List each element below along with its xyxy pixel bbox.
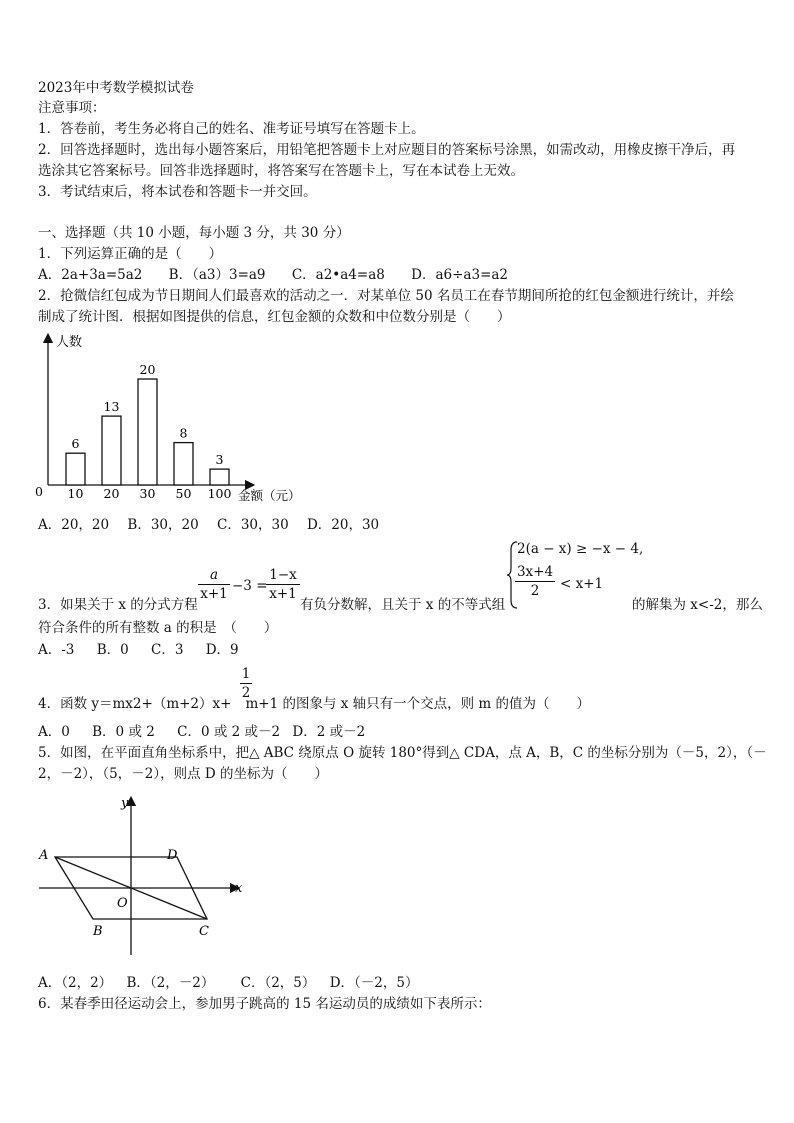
chart-bar-30 <box>138 379 157 485</box>
q3-ineq2-rest: < x+1 <box>560 576 604 592</box>
q5-label-b: B <box>93 924 103 939</box>
q6-stem: 6．某春季田径运动会上，参加男子跳高的 15 名运动员的成绩如下表所示： <box>38 996 491 1012</box>
q4-option-a: A．0 <box>38 724 70 740</box>
q3-line2: 符合条件的所有整数 a 的积是 （ ） <box>38 620 278 636</box>
chart-tick-label: 30 <box>139 486 156 501</box>
q3-eq-minus: −3 = <box>232 578 268 594</box>
q2-bar-chart <box>30 330 320 505</box>
chart-origin-label: 0 <box>35 484 43 499</box>
q5-label-x: x <box>235 881 243 896</box>
chart-tick-label: 20 <box>103 486 120 501</box>
q4-stem-end: m+1 的图象与 x 轴只有一个交点，则 m 的值为（ ） <box>245 696 591 712</box>
q3-options <box>38 641 239 659</box>
q5-label-a: A <box>39 848 49 863</box>
q5-label-y: y <box>121 796 129 811</box>
q4-option-c: C．0 或 2 或－2 <box>177 724 281 740</box>
q3-suffix: 的解集为 x<-2，那么 <box>632 597 763 613</box>
q4-options <box>38 723 365 741</box>
q3-option-c: C．3 <box>151 642 184 658</box>
notice-item: 1．答卷前，考生务必将自己的姓名、准考证号填写在答题卡上。 <box>38 121 425 137</box>
q5-options <box>38 974 418 992</box>
page-title: 2023年中考数学模拟试卷 <box>38 80 194 96</box>
q2-option-d: D．20，30 <box>306 517 380 533</box>
chart-bar-20 <box>102 416 121 485</box>
chart-value-label: 20 <box>139 362 156 377</box>
q3-ineq2-fraction <box>515 564 555 599</box>
q3-frac-num: a <box>209 567 219 583</box>
q5-option-b: B．（2，－2） <box>126 975 215 991</box>
notice-item: 选涂其它答案标号。回答非选择题时，将答案写在答题卡上，写在本试卷上无效。 <box>38 163 524 179</box>
q5-label-o: O <box>117 896 128 911</box>
q4-frac-num: 1 <box>241 666 251 682</box>
chart-value-label: 8 <box>179 425 188 441</box>
q1-option-c: C．a2•a4=a8 <box>291 267 385 283</box>
q4-option-b: B．0 或 2 <box>92 724 155 740</box>
chart-x-label: 金额（元） <box>238 488 301 503</box>
q5-stem: 2，－2），（5，－2），则点 D 的坐标为（ ） <box>38 766 329 782</box>
q3-option-b: B．0 <box>96 642 129 658</box>
q3-option-a: A．-3 <box>38 642 75 658</box>
q5-option-c: C．（2，5） <box>240 975 316 991</box>
q3-fraction-b <box>266 567 300 602</box>
chart-value-label: 3 <box>215 452 224 468</box>
q2-option-c: C．30，30 <box>216 517 289 533</box>
q2-stem: 2．抢微信红包成为节日期间人们最喜欢的活动之一．对某单位 50 名员工在春节期间所抢的红包金额进行统计，并绘 <box>38 288 734 304</box>
chart-y-label: 人数 <box>56 335 83 350</box>
q4-stem <box>38 695 590 713</box>
q1-options <box>38 266 508 284</box>
q5-coordinate-figure <box>35 793 250 963</box>
q2-option-b: B．30，20 <box>127 517 199 533</box>
chart-tick-label: 10 <box>67 486 84 501</box>
q1-option-b: B．（a3）3=a9 <box>168 267 266 283</box>
q4-stem-start: 4．函数 y＝mx2+（m+2）x+ <box>38 696 232 712</box>
q3-frac-num: 3x+4 <box>516 564 554 580</box>
q3-frac-den: 2 <box>530 583 540 599</box>
chart-bar-100 <box>210 469 229 485</box>
q1-stem: 1．下列运算正确的是（ ） <box>38 246 223 262</box>
notice-heading: 注意事项： <box>38 100 106 116</box>
q3-fraction-a <box>198 567 230 602</box>
q3-frac-den: x+1 <box>269 586 297 602</box>
q4-frac-den: 2 <box>241 685 251 701</box>
chart-value-label: 6 <box>71 436 80 452</box>
q2-option-a: A．20，20 <box>38 517 110 533</box>
q5-stem: 5．如图，在平面直角坐标系中，把△ ABC 绕原点 O 旋转 180°得到△ CDA，点 A，B，C 的坐标分别为（－5，2），（－ <box>38 745 767 761</box>
chart-value-label: 13 <box>103 399 120 415</box>
q3-frac-num: 1−x <box>269 567 297 583</box>
q3-mid: 有负分数解，且关于 x 的不等式组 <box>300 597 506 613</box>
q2-options <box>38 516 379 534</box>
q5-option-d: D．（－2，5） <box>329 975 419 991</box>
q3-option-d: D．9 <box>205 642 239 658</box>
q4-option-d: D．2 或－2 <box>292 724 366 740</box>
q1-option-a: A．2a+3a=5a2 <box>38 267 143 283</box>
q2-stem: 制成了统计图．根据如图提供的信息，红包金额的众数和中位数分别是（ ） <box>38 309 511 325</box>
q3-ineq1: 2(a − x) ≥ −x − 4, <box>517 541 644 557</box>
q5-label-c: C <box>199 924 209 939</box>
chart-bar-10 <box>66 453 85 485</box>
chart-tick-label: 50 <box>175 486 192 501</box>
q3-prefix: 3．如果关于 x 的分式方程 <box>38 597 198 613</box>
section-heading: 一、选择题（共 10 小题，每小题 3 分，共 30 分） <box>38 225 350 241</box>
q3-frac-den: x+1 <box>200 586 228 602</box>
q5-label-d: D <box>167 848 178 863</box>
notice-item: 2．回答选择题时，选出每小题答案后，用铅笔把答题卡上对应题目的答案标号涂黑，如需改动，用橡皮擦干净后，再 <box>38 142 736 158</box>
chart-tick-label: 100 <box>207 486 232 501</box>
q5-option-a: A．（2，2） <box>38 975 113 991</box>
notice-item: 3．考试结束后，将本试卷和答题卡一并交回。 <box>38 184 317 200</box>
q1-option-d: D．a6÷a3=a2 <box>411 267 509 283</box>
chart-bar-50 <box>174 443 193 485</box>
